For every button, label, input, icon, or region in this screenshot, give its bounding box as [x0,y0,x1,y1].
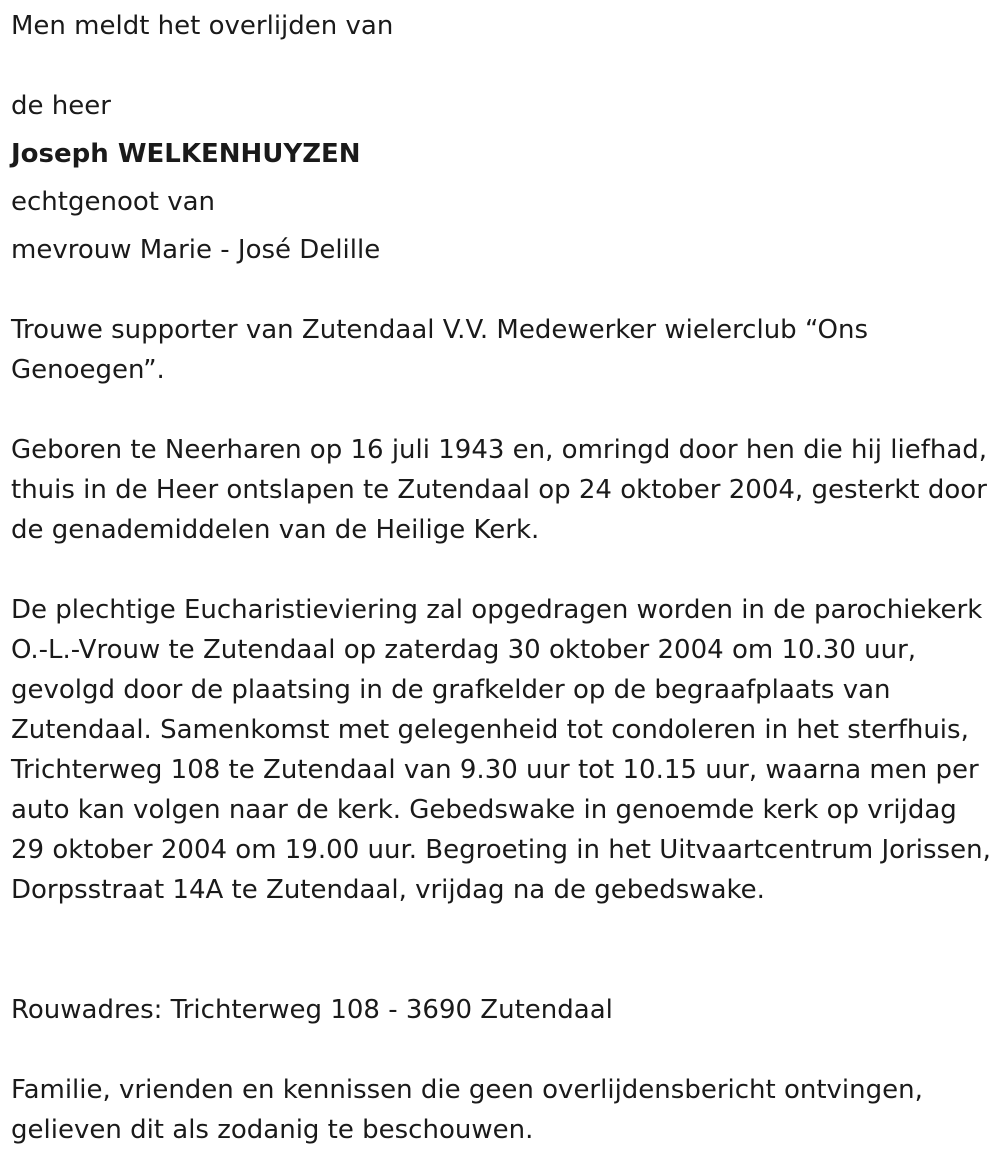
closing-paragraph: Familie, vrienden en kennissen die geen overlijdensbericht ontvingen, gelieven dit als zodanig te beschouwen. [11,1075,923,1145]
supporter-paragraph: Trouwe supporter van Zutendaal V.V. Medewerker wielerclub “Ons Genoegen”. [11,315,868,385]
deceased-name: Joseph WELKENHUYZEN [11,139,361,169]
ceremony-paragraph: De plechtige Eucharistieviering zal opgedragen worden in de parochiekerk O.-L.-Vrouw te Zutendaal op zaterdag 30 oktober 2004 om 10.30 uur, gevolgd door de plaatsing in de grafkelder op de begraafplaats van Zutendaal. Samenkomst met gelegenheid tot condoleren in het sterfhuis, Trichterweg 108 te Zutendaal van 9.30 uur tot 10.15 uur, waarna men per auto kan volgen naar de kerk. Gebedswake in genoemde kerk op vrijdag 29 oktober 2004 om 19.00 uur. Begroeting in het Uitvaartcentrum Jorissen, Dorpsstraat 14A te Zutendaal, vrijdag na de gebedswake. [11,595,991,905]
spouse-label: echtgenoot van [11,187,216,217]
intro-line: Men meldt het overlijden van [11,11,394,41]
birth-death-paragraph: Geboren te Neerharen op 16 juli 1943 en, omringd door hen die hij liefhad, thuis in de Heer ontslapen te Zutendaal op 24 oktober 2004, gesterkt door de genademiddelen van de Heilige Kerk. [11,435,988,545]
mourning-address: Rouwadres: Trichterweg 108 - 3690 Zutendaal [11,995,613,1025]
spouse-name: mevrouw Marie - José Delille [11,235,381,265]
title-prefix: de heer [11,91,111,121]
